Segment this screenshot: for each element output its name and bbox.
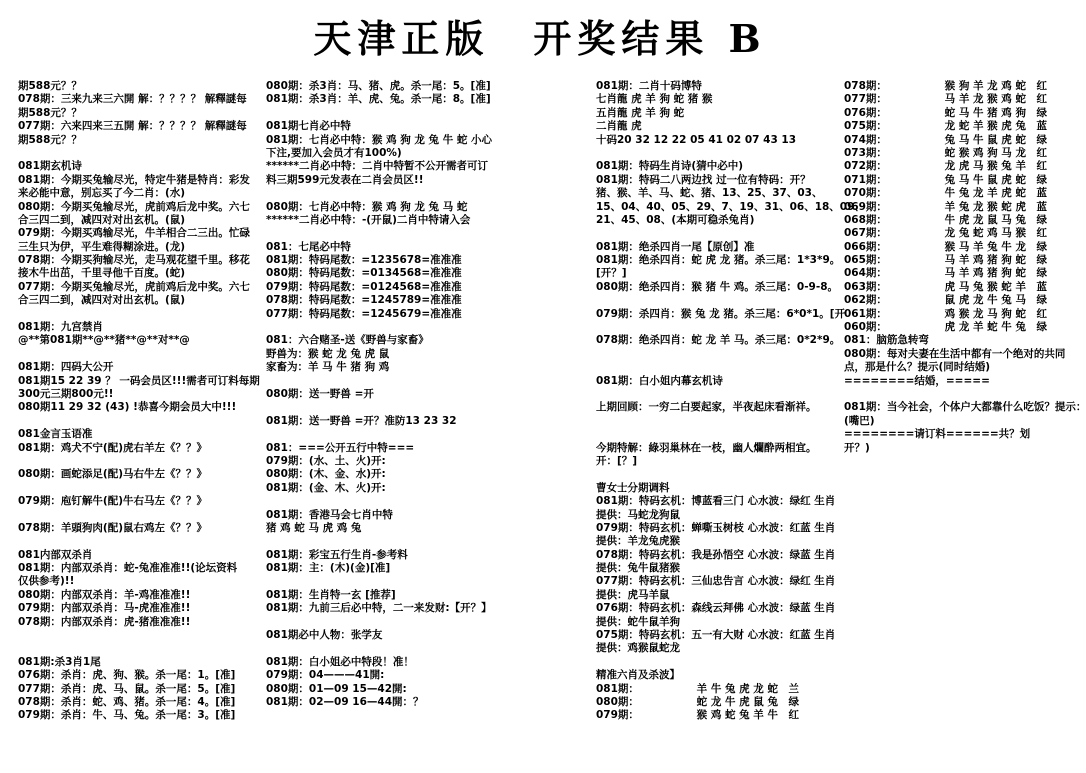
text-line: 067期： 龙 兔 蛇 鸡 马 猴 红 bbox=[844, 227, 1047, 240]
text-line: 080期：每对夫妻在生活中都有一个绝对的共同 bbox=[844, 347, 1066, 360]
page-title: 天津正版 开奖结果 B bbox=[313, 16, 767, 61]
column-4 bbox=[844, 80, 1086, 768]
text-line: 079期：今期买鸡输尽光，牛羊相合二三出。忙碌 bbox=[18, 227, 250, 240]
text-line: 060期： 虎 龙 羊 蛇 牛 兔 绿 bbox=[844, 321, 1047, 334]
text-line: 081期：九前三后必中特，二一来发财:【开？】 bbox=[266, 602, 492, 615]
text-line: 076期： 蛇 马 牛 猪 鸡 狗 绿 bbox=[844, 106, 1047, 119]
text-line: 081期：生肖特一玄 [推荐] bbox=[266, 588, 396, 601]
text-line: 081期：二肖十码博特 bbox=[596, 80, 702, 92]
text-line: 下注,要加入会员才有100%) bbox=[266, 146, 402, 159]
text-line: 078期：今期买狗输尽光，走马观花望千里。移花 bbox=[18, 254, 250, 267]
text-line: 073期： 蛇 猴 鸡 狗 马 龙 红 bbox=[844, 146, 1047, 159]
text-line bbox=[18, 348, 250, 361]
text-line: 提供：兔牛鼠猪猴 bbox=[596, 562, 680, 575]
text-line: 075期： 龙 蛇 羊 猴 虎 兔 蓝 bbox=[844, 120, 1047, 133]
text-line: 081期：(金、木、火)开: bbox=[266, 481, 386, 494]
text-line: 081期：特码尾数：=1235678=准准准 bbox=[266, 254, 462, 267]
text-line: 061期： 鸡 猴 龙 马 狗 蛇 红 bbox=[844, 307, 1047, 320]
text-line: 081期：特码二八两边找 过一位有特码：开？ bbox=[596, 173, 811, 186]
text-line: 081期：绝杀四肖：蛇 虎 龙 猪。杀三尾：1*3*9。 bbox=[596, 254, 841, 267]
text-line: 075期：特码玄机：五一有大财 心水波：红蓝 生肖 bbox=[596, 629, 836, 642]
text-line: 074期： 兔 马 牛 鼠 虎 蛇 绿 bbox=[844, 133, 1047, 146]
text-line bbox=[266, 642, 518, 655]
text-line: 期588元？？ bbox=[18, 80, 82, 92]
text-line bbox=[844, 388, 1080, 401]
text-line: 078期：杀肖：蛇、鸡、猪。杀一尾：4。[准] bbox=[18, 695, 236, 708]
text-line: 078期：内部双杀肖：虎-猪准准准!! bbox=[18, 615, 191, 628]
text-line: 065期： 马 羊 鸡 猪 狗 蛇 绿 bbox=[844, 254, 1047, 267]
text-line: 077期： 马 羊 龙 猴 鸡 蛇 红 bbox=[844, 93, 1047, 106]
text-line bbox=[596, 656, 828, 669]
text-line: 21、45、08、(本期可稳杀兔肖) bbox=[596, 213, 755, 226]
text-line: 三生只为伊，平生难得糊涂进。(龙) bbox=[18, 240, 186, 253]
text-line: 080期11 29 32 (43) !恭喜今期会员大中!!! bbox=[18, 401, 237, 414]
text-line: 081期七肖必中特 bbox=[266, 120, 351, 133]
text-line bbox=[596, 361, 828, 374]
text-line: 078期：羊頭狗肉(配)鼠右鸡左《？？》 bbox=[18, 521, 208, 534]
text-line: (嘴巴) bbox=[844, 414, 875, 427]
text-line: 080期： 蛇 龙 牛 虎 鼠 兔 绿 bbox=[596, 695, 799, 708]
text-line bbox=[596, 468, 828, 481]
text-line: 081期必中人物：张学友 bbox=[266, 629, 383, 642]
text-line: 081期：02—09 16—44開：？ bbox=[266, 695, 424, 708]
text-line: 081期：当今社会，个体户大都靠什么吃饭？提示： bbox=[844, 401, 1086, 414]
text-line: 079期： 猴 鸡 蛇 兔 羊 牛 红 bbox=[596, 709, 799, 722]
text-line: 081期：七肖必中特：猴 鸡 狗 龙 兔 牛 蛇 小心 bbox=[266, 133, 493, 146]
text-line: ******二肖必中特：二肖中特暂不公开需者可订 bbox=[266, 160, 488, 173]
text-line: 点，那是什么？提示(同时结婚) bbox=[844, 361, 991, 374]
text-line: 079期：内部双杀肖：马-虎准准准!! bbox=[18, 602, 191, 615]
text-line: 期588元？？ bbox=[18, 106, 82, 119]
text-line: 076期：杀肖：虎、狗、猴。杀一尾：1。[准] bbox=[18, 669, 236, 682]
text-line bbox=[266, 107, 518, 120]
text-line bbox=[18, 455, 250, 468]
text-line: 078期：特码尾数：=1245789=准准准 bbox=[266, 294, 462, 307]
text-line: 080期：七肖必中特：猴 鸡 狗 龙 兔 马 蛇 bbox=[266, 200, 468, 213]
text-line: 078期： 猴 狗 羊 龙 鸡 蛇 红 bbox=[844, 80, 1047, 92]
text-line: 十码20 32 12 22 05 41 02 07 43 13 bbox=[596, 133, 797, 146]
text-line: 080期：杀3肖：马、猪、虎。杀一尾：5。[准] bbox=[266, 80, 491, 92]
text-line: 062期： 鼠 虎 龙 牛 兔 马 绿 bbox=[844, 294, 1047, 307]
text-line: 081内部双杀肖 bbox=[18, 548, 93, 561]
text-line bbox=[18, 535, 250, 548]
text-line: 曹女士分期调料 bbox=[596, 481, 670, 494]
text-line: 野兽为：猴 蛇 龙 兔 虎 鼠 bbox=[266, 347, 390, 360]
text-line bbox=[596, 415, 828, 428]
text-line: [开？] bbox=[596, 267, 627, 280]
text-line: 提供：蛇牛鼠羊狗 bbox=[596, 615, 680, 628]
text-line: 079期：杀肖：牛、马、兔。杀一尾：3。[准] bbox=[18, 709, 236, 722]
text-line: 家畜为：羊 马 牛 猪 狗 鸡 bbox=[266, 361, 390, 374]
text-line: 071期： 兔 马 牛 鼠 虎 蛇 绿 bbox=[844, 173, 1047, 186]
text-line: 七肖龍 虎 羊 狗 蛇 猪 猴 bbox=[596, 93, 713, 106]
text-line: 080期：特码尾数：=0134568=准准准 bbox=[266, 267, 462, 280]
text-line: 077期：特码玄机：三仙忠告言 心水波：绿红 生肖 bbox=[596, 575, 836, 588]
text-line: 081期：特码生肖诗(猜中必中) bbox=[596, 160, 744, 173]
text-line: 080期：绝杀四肖：猴 猪 牛 鸡。杀三尾：0-9-8。 bbox=[596, 280, 839, 293]
text-line: 080期：送一野兽 =开 bbox=[266, 387, 374, 400]
text-line: 上期回顾：一穷二白要起家，半夜起床看渐祥。 bbox=[596, 401, 817, 414]
text-line bbox=[596, 294, 828, 307]
text-line bbox=[266, 227, 518, 240]
text-line: 接木牛出茁，千里寻他千百度。(蛇) bbox=[18, 267, 186, 280]
text-line: 081期15 22 39 ？ 一码会员区!!!需者可订料每期 bbox=[18, 374, 260, 387]
text-line: 081：===公开五行中特=== bbox=[266, 441, 415, 454]
text-line: 079期：04———41開: bbox=[266, 669, 385, 682]
text-line: 081期玄机诗 bbox=[18, 160, 82, 173]
text-line bbox=[18, 308, 250, 321]
text-line: 064期： 马 羊 鸡 猪 狗 蛇 绿 bbox=[844, 267, 1047, 280]
text-line: 081金言玉语准 bbox=[18, 428, 93, 441]
text-line: 料三期599元发表在二肖会员区!! bbox=[266, 173, 424, 186]
text-line: 081：六合赌圣-送《野兽与家畜》 bbox=[266, 334, 429, 347]
text-line bbox=[266, 401, 518, 414]
text-line: 开？) bbox=[844, 441, 870, 454]
text-line: 066期： 猴 马 羊 兔 牛 龙 绿 bbox=[844, 240, 1047, 253]
text-line: 仅供参考)!! bbox=[18, 575, 75, 588]
text-line: 081期：白小姐内幕玄机诗 bbox=[596, 374, 723, 387]
text-line: 开：[？] bbox=[596, 454, 638, 467]
text-line: 081期：鸡犬不宁(配)虎右羊左《？？》 bbox=[18, 441, 208, 454]
text-line bbox=[266, 616, 518, 629]
text-line: 081期： 羊 牛 兔 虎 龙 蛇 兰 bbox=[596, 682, 799, 695]
text-line bbox=[596, 227, 828, 240]
text-line: 081：七尾必中特 bbox=[266, 240, 351, 253]
text-line: 081期：香港马会七肖中特 bbox=[266, 508, 393, 521]
text-line: ========请订料======共？划 bbox=[844, 428, 1031, 441]
text-line: 081：脑筋急转弯 bbox=[844, 334, 929, 347]
column-1 bbox=[18, 80, 260, 768]
text-line: 080期：01—09 15—42開: bbox=[266, 682, 407, 695]
text-line: 猪、猴、羊、马、蛇、猪、13、25、37、03、 bbox=[596, 187, 823, 200]
text-line bbox=[266, 187, 518, 200]
text-line: 五肖龍 虎 羊 狗 蛇 bbox=[596, 106, 685, 119]
text-line: 今期特解：綠羽巢林在一枝，幽人爛酔两相宜。 bbox=[596, 441, 817, 454]
text-line: 079期：庖钉解牛(配)牛右马左《？？》 bbox=[18, 495, 208, 508]
text-line: 081期：特码玄机：博蓝看三门 心水波：绿红 生肖 bbox=[596, 495, 836, 508]
text-line: 081期：彩宝五行生肖-参考料 bbox=[266, 548, 408, 561]
text-line: 068期： 牛 虎 龙 鼠 马 兔 绿 bbox=[844, 213, 1047, 226]
text-line bbox=[266, 321, 518, 334]
text-line: 080期：(木、金、水)开: bbox=[266, 468, 386, 481]
text-line: 069期： 羊 兔 龙 猴 蛇 虎 蓝 bbox=[844, 200, 1047, 213]
text-line: 077期：特码尾数：=1245679=准准准 bbox=[266, 307, 462, 320]
text-line: 081期：白小姐必中特段！准！ bbox=[266, 655, 414, 668]
text-line: 080期：内部双杀肖：羊-鸡准准准!! bbox=[18, 588, 191, 601]
text-line: 期588元？？ bbox=[18, 133, 82, 146]
text-line bbox=[18, 147, 250, 160]
text-line: 提供：鸡猴鼠蛇龙 bbox=[596, 642, 680, 655]
text-line: 合三四二到，减四对对出玄机。(鼠) bbox=[18, 213, 186, 226]
text-line: 077期：今期买兔输尽光，虎前鸡后龙中奖。六七 bbox=[18, 280, 250, 293]
text-line: 081期：今期买兔输尽光，特定牛猪是特肖：彩发 bbox=[18, 173, 250, 186]
text-line bbox=[596, 147, 828, 160]
text-line: 提供：虎马羊鼠 bbox=[596, 588, 670, 601]
text-line bbox=[266, 375, 518, 388]
text-line: 077期：六来四来三五開 解：？？？？ 解釋謎每 bbox=[18, 120, 247, 133]
text-line: 063期： 虎 马 兔 猴 蛇 羊 蓝 bbox=[844, 280, 1047, 293]
text-line: 081期:杀3肖1尾 bbox=[18, 655, 101, 668]
text-line: 077期：杀肖：虎、马、鼠。杀一尾：5。[准] bbox=[18, 682, 236, 695]
text-line: 081期：内部双杀肖：蛇-兔准准准!!(论坛资料 bbox=[18, 562, 238, 575]
text-line: ******二肖必中特：-(开鼠)二肖中特请入会 bbox=[266, 213, 471, 226]
column-2 bbox=[266, 80, 518, 768]
text-line: 072期： 龙 虎 马 猴 兔 羊 红 bbox=[844, 160, 1047, 173]
text-line: 078期：特码玄机：我是孙悟空 心水波：绿蓝 生肖 bbox=[596, 548, 836, 561]
text-line: 079期：(水、土、火)开: bbox=[266, 454, 386, 467]
text-line: 070期： 牛 兔 龙 羊 虎 蛇 蓝 bbox=[844, 187, 1047, 200]
text-line: 076期：特码玄机：森线云拜佛 心水波：绿蓝 生肖 bbox=[596, 602, 836, 615]
text-line bbox=[18, 415, 250, 428]
text-line: 081期：绝杀四肖一尾【原创】准 bbox=[596, 240, 755, 253]
text-line bbox=[18, 509, 250, 522]
text-line: 081期：杀3肖：羊、虎、兔。杀一尾：8。[准] bbox=[266, 93, 491, 106]
text-line: ========结婚，===== bbox=[844, 374, 990, 387]
text-line: 猪 鸡 蛇 马 虎 鸡 兔 bbox=[266, 521, 362, 534]
text-line: 079期：特码玄机：蝉嘶玉树枝 心水波：红蓝 生肖 bbox=[596, 521, 836, 534]
text-line: 078期：绝杀四肖：蛇 龙 羊 马。杀三尾：0*2*9。 bbox=[596, 334, 841, 347]
text-line bbox=[18, 629, 250, 642]
text-line: 二肖龍 虎 bbox=[596, 120, 642, 133]
text-line: 078期：三来九来三六開 解：？？？？ 解釋謎每 bbox=[18, 93, 247, 106]
text-line: 081期：主：(木)(金)[准] bbox=[266, 562, 391, 575]
text-line: 提供：羊龙兔虎猴 bbox=[596, 535, 680, 548]
text-line bbox=[266, 535, 518, 548]
text-line bbox=[266, 575, 518, 588]
text-line: 081期：九宫禁肖 bbox=[18, 321, 103, 334]
text-line: 081期：送一野兽 =开？准防13 23 32 bbox=[266, 414, 457, 427]
text-line: 080期：画蛇添足(配)马右牛左《？？》 bbox=[18, 468, 208, 481]
text-line bbox=[18, 482, 250, 495]
text-line bbox=[596, 428, 828, 441]
text-line: 080期：今期买兔输尽光，虎前鸡后龙中奖。六七 bbox=[18, 200, 250, 213]
text-line bbox=[18, 642, 250, 655]
text-line: 来必能中意，别忘买了今二肖：(水) bbox=[18, 187, 186, 200]
text-line bbox=[266, 495, 518, 508]
text-line bbox=[596, 348, 828, 361]
text-line bbox=[266, 428, 518, 441]
text-line: 提供：马蛇龙狗鼠 bbox=[596, 508, 680, 521]
text-line: 精准六肖及杀波】 bbox=[596, 669, 680, 682]
text-line: 15、04、40、05、29、7、19、31、06、18、09、 bbox=[596, 200, 865, 213]
text-line: @**第081期**@**猪**@**对**@ bbox=[18, 334, 190, 347]
text-line: 合三四二到，减四对对出玄机。(鼠) bbox=[18, 294, 186, 307]
text-line: 079期：特码尾数：=0124568=准准准 bbox=[266, 280, 462, 293]
text-line: 079期：杀四肖：猴 兔 龙 猪。杀三尾：6*0*1。[开 bbox=[596, 307, 846, 320]
text-line: 081期：四码大公开 bbox=[18, 361, 114, 374]
text-line: 300元三期800元!! bbox=[18, 387, 114, 400]
text-line bbox=[596, 321, 828, 334]
text-line bbox=[596, 388, 828, 401]
